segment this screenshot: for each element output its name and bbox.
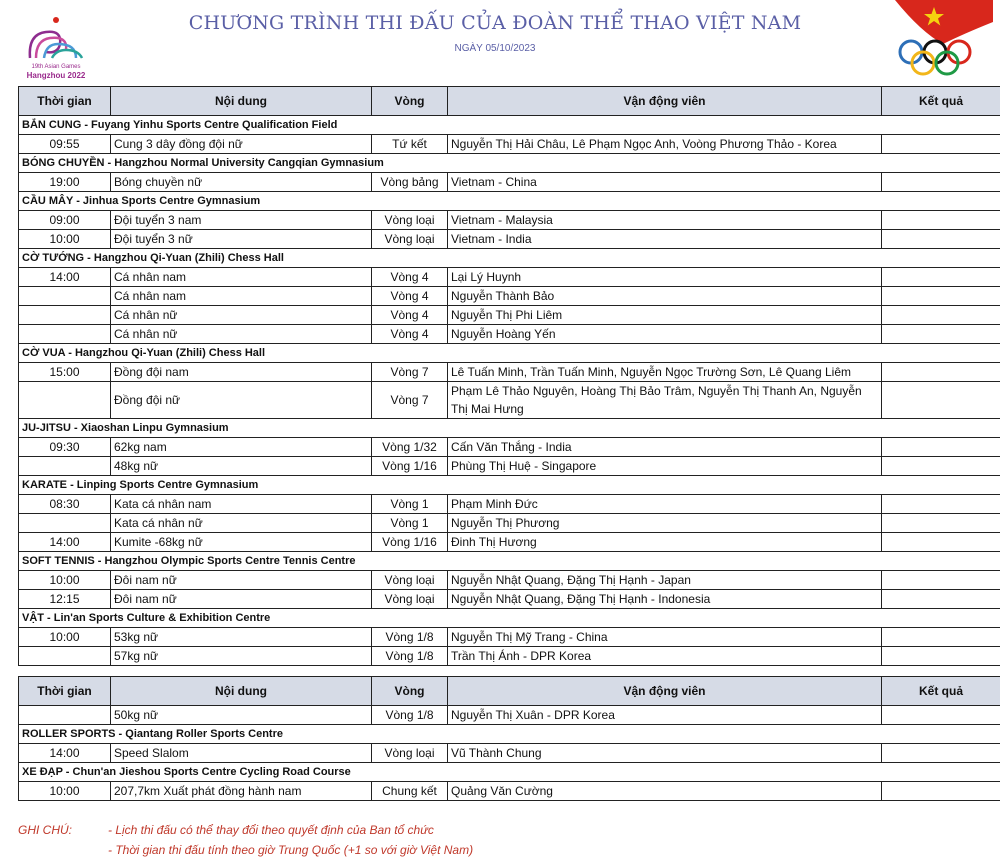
schedule-table xyxy=(18,86,1000,666)
cell-time xyxy=(19,325,111,344)
cell-athletes: Vietnam - India xyxy=(448,230,882,249)
cell-athletes: Đinh Thị Hương xyxy=(448,533,882,552)
section-title: CỜ TƯỚNG - Hangzhou Qi-Yuan (Zhili) Chess Hall xyxy=(19,249,1000,268)
cell-round: Vòng 7 xyxy=(372,382,448,419)
table-row xyxy=(19,495,1000,514)
table-row xyxy=(19,647,1000,666)
cell-round: Vòng 4 xyxy=(372,306,448,325)
cell-round: Vòng 7 xyxy=(372,363,448,382)
cell-round: Vòng loại xyxy=(372,744,448,763)
cell-athletes: Phạm Lê Thảo Nguyên, Hoàng Thị Bảo Trâm, Nguyễn Thị Thanh An, Nguyễn Thị Mai Hưng xyxy=(448,382,882,419)
cell-athletes: Phùng Thị Huệ - Singapore xyxy=(448,457,882,476)
column-header-event: Nội dung xyxy=(111,677,372,706)
cell-time: 19:00 xyxy=(19,173,111,192)
cell-result xyxy=(882,325,1000,344)
vietnam-olympic-flag-icon xyxy=(893,0,993,80)
table-row xyxy=(19,135,1000,154)
cell-athletes: Vietnam - Malaysia xyxy=(448,211,882,230)
cell-result xyxy=(882,571,1000,590)
cell-result xyxy=(882,363,1000,382)
cell-time xyxy=(19,647,111,666)
section-header-row xyxy=(19,419,1000,438)
cell-time: 10:00 xyxy=(19,571,111,590)
section-title: ROLLER SPORTS - Qiantang Roller Sports Centre xyxy=(19,725,1000,744)
cell-result xyxy=(882,173,1000,192)
table-row xyxy=(19,173,1000,192)
cell-athletes: Nguyễn Thị Phi Liêm xyxy=(448,306,882,325)
cell-round: Vòng bảng xyxy=(372,173,448,192)
cell-event: Cá nhân nam xyxy=(111,287,372,306)
cell-result xyxy=(882,457,1000,476)
table-row xyxy=(19,287,1000,306)
cell-athletes: Lại Lý Huynh xyxy=(448,268,882,287)
cell-athletes: Nguyễn Thị Phương xyxy=(448,514,882,533)
section-header-row xyxy=(19,609,1000,628)
section-header-row xyxy=(19,725,1000,744)
column-header-result: Kết quả xyxy=(882,677,1000,706)
cell-time: 10:00 xyxy=(19,230,111,249)
cell-round: Vòng 1/8 xyxy=(372,628,448,647)
cell-time xyxy=(19,306,111,325)
section-title: SOFT TENNIS - Hangzhou Olympic Sports Centre Tennis Centre xyxy=(19,552,1000,571)
cell-time: 14:00 xyxy=(19,268,111,287)
cell-athletes: Nguyễn Thị Xuân - DPR Korea xyxy=(448,706,882,725)
section-title: BẮN CUNG - Fuyang Yinhu Sports Centre Qualification Field xyxy=(19,116,1000,135)
cell-athletes: Lê Tuấn Minh, Trần Tuấn Minh, Nguyễn Ngọc Trường Sơn, Lê Quang Liêm xyxy=(448,363,882,382)
section-title: CỜ VUA - Hangzhou Qi-Yuan (Zhili) Chess Hall xyxy=(19,344,1000,363)
cell-event: 62kg nam xyxy=(111,438,372,457)
cell-round: Tứ kết xyxy=(372,135,448,154)
cell-round: Vòng 1/32 xyxy=(372,438,448,457)
cell-result xyxy=(882,135,1000,154)
cell-result xyxy=(882,495,1000,514)
cell-round: Vòng 1/16 xyxy=(372,533,448,552)
cell-result xyxy=(882,306,1000,325)
cell-round: Vòng 4 xyxy=(372,325,448,344)
cell-event: Đồng đội nam xyxy=(111,363,372,382)
cell-round: Vòng loại xyxy=(372,230,448,249)
section-header-row xyxy=(19,344,1000,363)
cell-result xyxy=(882,533,1000,552)
cell-result xyxy=(882,287,1000,306)
cell-athletes: Nguyễn Hoàng Yến xyxy=(448,325,882,344)
cell-event: 53kg nữ xyxy=(111,628,372,647)
table-row xyxy=(19,268,1000,287)
cell-athletes: Trần Thị Ánh - DPR Korea xyxy=(448,647,882,666)
cell-event: Cá nhân nữ xyxy=(111,325,372,344)
table-row xyxy=(19,306,1000,325)
table-header-row xyxy=(19,677,1000,706)
cell-event: Cá nhân nữ xyxy=(111,306,372,325)
table-row xyxy=(19,382,1000,419)
cell-time xyxy=(19,382,111,419)
cell-event: 57kg nữ xyxy=(111,647,372,666)
cell-event: Đội tuyển 3 nữ xyxy=(111,230,372,249)
table-row xyxy=(19,628,1000,647)
section-header-row xyxy=(19,154,1000,173)
cell-event: Kata cá nhân nữ xyxy=(111,514,372,533)
cell-round: Vòng loại xyxy=(372,211,448,230)
cell-time: 10:00 xyxy=(19,628,111,647)
table-row xyxy=(19,514,1000,533)
column-header-time: Thời gian xyxy=(19,87,111,116)
cell-result xyxy=(882,382,1000,419)
cell-athletes: Nguyễn Nhật Quang, Đặng Thị Hạnh - Indonesia xyxy=(448,590,882,609)
cell-time: 14:00 xyxy=(19,533,111,552)
cell-event: Đồng đội nữ xyxy=(111,382,372,419)
cell-round: Vòng 1/8 xyxy=(372,706,448,725)
table-row xyxy=(19,590,1000,609)
cell-event: 48kg nữ xyxy=(111,457,372,476)
schedule-table-continued xyxy=(18,676,1000,801)
cell-event: Kumite -68kg nữ xyxy=(111,533,372,552)
cell-athletes: Nguyễn Nhật Quang, Đặng Thị Hạnh - Japan xyxy=(448,571,882,590)
cell-result xyxy=(882,230,1000,249)
page-header xyxy=(0,0,1000,86)
cell-round: Vòng loại xyxy=(372,571,448,590)
table-row xyxy=(19,782,1000,801)
column-header-athletes: Vận động viên xyxy=(448,87,882,116)
cell-event: 207,7km Xuất phát đồng hành nam xyxy=(111,782,372,801)
cell-result xyxy=(882,268,1000,287)
page-title: CHƯƠNG TRÌNH THI ĐẤU CỦA ĐOÀN THỂ THAO VIỆT NAM xyxy=(188,12,802,34)
cell-event: Kata cá nhân nam xyxy=(111,495,372,514)
cell-result xyxy=(882,706,1000,725)
cell-round: Vòng loại xyxy=(372,590,448,609)
cell-athletes: Phạm Minh Đức xyxy=(448,495,882,514)
cell-result xyxy=(882,782,1000,801)
cell-round: Vòng 1/8 xyxy=(372,647,448,666)
section-header-row xyxy=(19,192,1000,211)
section-header-row xyxy=(19,552,1000,571)
cell-result xyxy=(882,590,1000,609)
column-header-athletes: Vận động viên xyxy=(448,677,882,706)
section-title: KARATE - Linping Sports Centre Gymnasium xyxy=(19,476,1000,495)
section-header-row xyxy=(19,763,1000,782)
table-row xyxy=(19,211,1000,230)
cell-round: Vòng 1 xyxy=(372,495,448,514)
hangzhou-asian-games-logo-icon: 19th Asian Games Hangzhou 2022 xyxy=(16,14,96,80)
cell-time: 15:00 xyxy=(19,363,111,382)
cell-result xyxy=(882,744,1000,763)
section-header-row xyxy=(19,476,1000,495)
table-header-row xyxy=(19,87,1000,116)
cell-time: 09:00 xyxy=(19,211,111,230)
cell-event: Speed Slalom xyxy=(111,744,372,763)
cell-athletes: Cấn Văn Thắng - India xyxy=(448,438,882,457)
cell-athletes: Quảng Văn Cường xyxy=(448,782,882,801)
cell-athletes: Nguyễn Thành Bảo xyxy=(448,287,882,306)
cell-result xyxy=(882,438,1000,457)
table-row xyxy=(19,571,1000,590)
cell-time: 14:00 xyxy=(19,744,111,763)
notes-label: GHI CHÚ: xyxy=(18,823,72,837)
column-header-event: Nội dung xyxy=(111,87,372,116)
column-header-time: Thời gian xyxy=(19,677,111,706)
cell-round: Vòng 1/16 xyxy=(372,457,448,476)
column-header-result: Kết quả xyxy=(882,87,1000,116)
section-header-row xyxy=(19,116,1000,135)
column-header-round: Vòng xyxy=(372,677,448,706)
section-title: VẬT - Lin'an Sports Culture & Exhibition Centre xyxy=(19,609,1000,628)
cell-athletes: Nguyễn Thị Mỹ Trang - China xyxy=(448,628,882,647)
cell-time: 09:30 xyxy=(19,438,111,457)
table-row xyxy=(19,457,1000,476)
cell-time xyxy=(19,514,111,533)
cell-event: Đôi nam nữ xyxy=(111,571,372,590)
cell-round: Vòng 1 xyxy=(372,514,448,533)
cell-athletes: Vũ Thành Chung xyxy=(448,744,882,763)
cell-round: Chung kết xyxy=(372,782,448,801)
cell-time: 12:15 xyxy=(19,590,111,609)
cell-event: Cung 3 dây đồng đội nữ xyxy=(111,135,372,154)
cell-event: Cá nhân nam xyxy=(111,268,372,287)
table-row xyxy=(19,744,1000,763)
table-row xyxy=(19,533,1000,552)
cell-result xyxy=(882,628,1000,647)
table-row xyxy=(19,230,1000,249)
table-row xyxy=(19,363,1000,382)
section-title: XE ĐẠP - Chun'an Jieshou Sports Centre Cycling Road Course xyxy=(19,763,1000,782)
cell-event: Bóng chuyền nữ xyxy=(111,173,372,192)
section-header-row xyxy=(19,249,1000,268)
column-header-round: Vòng xyxy=(372,87,448,116)
table-row xyxy=(19,325,1000,344)
cell-time xyxy=(19,457,111,476)
cell-result xyxy=(882,647,1000,666)
section-title: JU-JITSU - Xiaoshan Linpu Gymnasium xyxy=(19,419,1000,438)
cell-athletes: Vietnam - China xyxy=(448,173,882,192)
table-row xyxy=(19,438,1000,457)
table-row xyxy=(19,706,1000,725)
section-title: BÓNG CHUYỀN - Hangzhou Normal University Cangqian Gymnasium xyxy=(19,154,1000,173)
cell-athletes: Nguyễn Thị Hải Châu, Lê Phạm Ngọc Anh, Voòng Phương Thảo - Korea xyxy=(448,135,882,154)
cell-time xyxy=(19,287,111,306)
cell-time xyxy=(19,706,111,725)
section-title: CẦU MÂY - Jinhua Sports Centre Gymnasium xyxy=(19,192,1000,211)
cell-time: 08:30 xyxy=(19,495,111,514)
cell-time: 10:00 xyxy=(19,782,111,801)
cell-time: 09:55 xyxy=(19,135,111,154)
cell-event: Đội tuyển 3 nam xyxy=(111,211,372,230)
cell-round: Vòng 4 xyxy=(372,287,448,306)
cell-result xyxy=(882,514,1000,533)
cell-result xyxy=(882,211,1000,230)
cell-event: Đôi nam nữ xyxy=(111,590,372,609)
cell-round: Vòng 4 xyxy=(372,268,448,287)
cell-event: 50kg nữ xyxy=(111,706,372,725)
note-line: - Lịch thi đấu có thể thay đổi theo quyết định của Ban tổ chức xyxy=(108,823,434,837)
note-line: - Thời gian thi đấu tính theo giờ Trung Quốc (+1 so với giờ Việt Nam) xyxy=(108,843,474,857)
page-date: NGÀY 05/10/2023 xyxy=(454,43,536,54)
